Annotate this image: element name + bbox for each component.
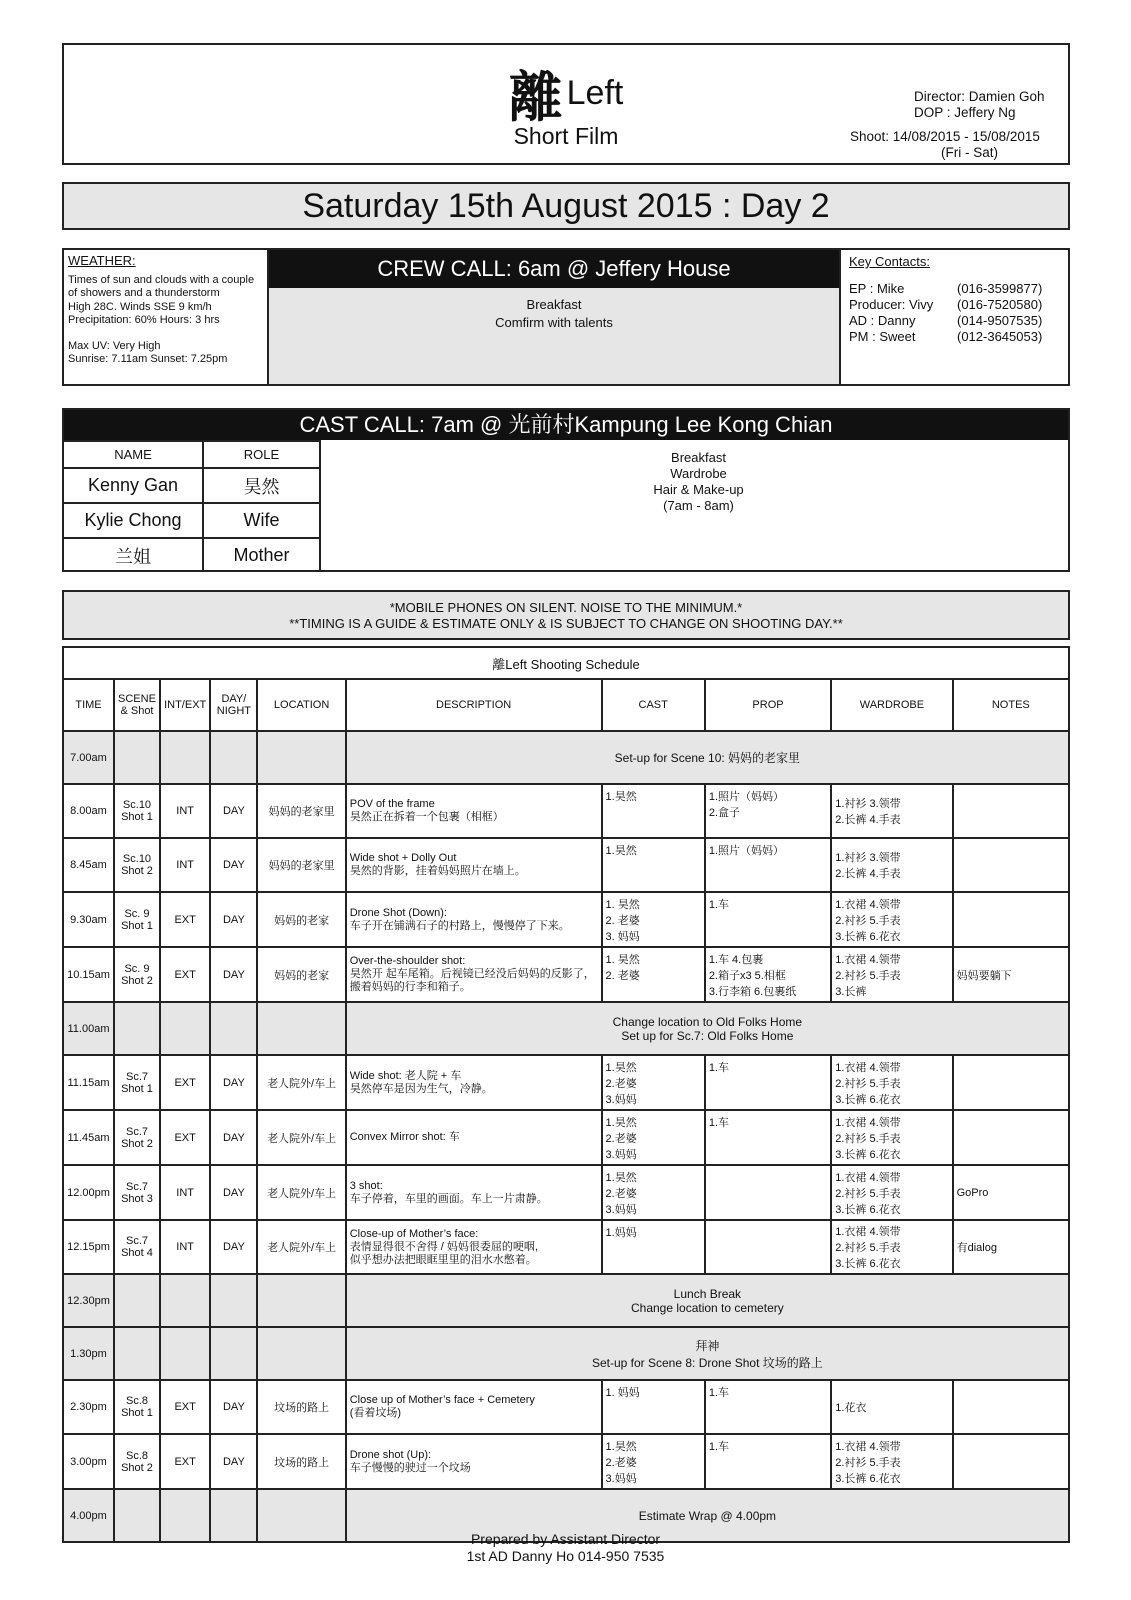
day-night-cell: DAY <box>210 1110 257 1165</box>
day-night-cell: DAY <box>210 784 257 838</box>
scene-shot-cell: Sc.7 Shot 3 <box>114 1165 160 1220</box>
schedule-caption: 離Left Shooting Schedule <box>63 647 1069 679</box>
contact-row <box>849 313 1060 329</box>
description-cell: 3 shot: 车子停着，车里的画面。车上一片肃静。 <box>346 1165 602 1220</box>
schedule-row <box>63 784 1069 838</box>
int-ext-cell: EXT <box>160 1055 210 1110</box>
description-cell: Close-up of Mother’s face: 表情显得很不舍得 / 妈妈很委屈的哽咽, 似乎想办法把眼眶里里的泪水水憋着。 <box>346 1220 602 1274</box>
description-cell: Over-the-shoulder shot: 昊然开 起车尾箱。后视镜已经没后妈妈的反影了， 搬着妈妈的行李和箱子。 <box>346 947 602 1002</box>
notice-line: *MOBILE PHONES ON SILENT. NOISE TO THE MINIMUM.* <box>389 600 743 615</box>
schedule-row <box>63 1380 1069 1434</box>
time-cell: 2.30pm <box>63 1380 114 1434</box>
int-ext-cell: INT <box>160 1220 210 1274</box>
cast-call-notes <box>329 450 1068 514</box>
description-cell: Convex Mirror shot: 车 <box>346 1110 602 1165</box>
location-cell: 坟场的路上 <box>257 1380 345 1434</box>
prop-cell <box>705 1165 831 1220</box>
int-ext-cell: INT <box>160 838 210 892</box>
cast-note: Wardrobe <box>670 466 727 481</box>
int-ext-cell: EXT <box>160 1110 210 1165</box>
cast-role: 昊然 <box>203 468 320 503</box>
location-cell: 老人院外/车上 <box>257 1055 345 1110</box>
prop-cell: 1.车 4.包裹 2.箱子x3 5.相框 3.行李箱 6.包裹纸 <box>705 947 831 1002</box>
schedule-row <box>63 1165 1069 1220</box>
shooting-schedule-table <box>62 646 1070 1543</box>
cast-cell: 1.昊然 <box>602 838 705 892</box>
contact-row <box>849 329 1060 345</box>
schedule-blank-cell <box>114 1002 160 1055</box>
film-title-chinese: 離 <box>508 66 563 129</box>
weather-line: Max UV: Very High <box>68 339 161 352</box>
crew-call-line: Comfirm with talents <box>495 315 613 330</box>
schedule-row <box>63 1002 1069 1055</box>
cast-cell: 1. 昊然 2. 老婆 <box>602 947 705 1002</box>
contact-row <box>849 281 1060 297</box>
day-night-cell: DAY <box>210 838 257 892</box>
notes-cell <box>953 1434 1069 1489</box>
dop-credit: DOP : Jeffery Ng <box>914 105 1016 120</box>
schedule-blank-cell <box>210 1002 257 1055</box>
time-cell: 8.00am <box>63 784 114 838</box>
key-contacts-title: Key Contacts: <box>849 254 930 269</box>
int-ext-cell: EXT <box>160 947 210 1002</box>
location-cell: 妈妈的老家 <box>257 947 345 1002</box>
schedule-blank-cell <box>160 731 210 784</box>
schedule-row <box>63 892 1069 947</box>
cast-note: Hair & Make-up <box>653 482 744 497</box>
location-cell: 老人院外/车上 <box>257 1220 345 1274</box>
weather-line: Precipitation: 60% Hours: 3 hrs <box>68 314 220 326</box>
prop-cell: 1.车 <box>705 1434 831 1489</box>
int-ext-cell: INT <box>160 1165 210 1220</box>
col-header-cast: CAST <box>602 679 705 731</box>
time-cell: 8.45am <box>63 838 114 892</box>
time-cell: 4.00pm <box>63 1489 114 1542</box>
contact-phone: (016-7520580) <box>957 297 1043 312</box>
cast-table <box>64 440 321 572</box>
scene-shot-cell: Sc.8 Shot 1 <box>114 1380 160 1434</box>
cast-role: Wife <box>203 503 320 538</box>
col-header-wardrobe: WARDROBE <box>831 679 952 731</box>
int-ext-cell: EXT <box>160 892 210 947</box>
crew-call-notes <box>269 288 839 384</box>
cast-cell: 1. 昊然 2. 老婆 3. 妈妈 <box>602 892 705 947</box>
int-ext-cell: EXT <box>160 1380 210 1434</box>
schedule-row <box>63 1220 1069 1274</box>
footer-ad-contact: 1st AD Danny Ho 014-950 7535 <box>466 1548 665 1564</box>
col-header-description: DESCRIPTION <box>346 679 602 731</box>
notes-cell <box>953 1110 1069 1165</box>
schedule-blank-cell <box>114 1327 160 1380</box>
contact-role: AD : Danny <box>849 313 916 328</box>
description-cell: Drone Shot (Down): 车子开在铺满石子的村路上，慢慢停了下来。 <box>346 892 602 947</box>
contact-role: EP : Mike <box>849 281 905 296</box>
notes-cell <box>953 784 1069 838</box>
cast-role-header: ROLE <box>203 441 320 468</box>
schedule-blank-cell <box>114 1274 160 1327</box>
location-cell: 妈妈的老家里 <box>257 838 345 892</box>
wardrobe-cell: 1.衣裙 4.领带 2.衬衫 5.手表 3.长裤 6.花衣 <box>831 1165 952 1220</box>
schedule-note-banner: Estimate Wrap @ 4.00pm <box>346 1489 1069 1542</box>
prop-cell: 1.照片（妈妈） 2.盒子 <box>705 784 831 838</box>
wardrobe-cell: 1.衣裙 4.领带 2.衬衫 5.手表 3.长裤 6.花衣 <box>831 892 952 947</box>
cast-note: Breakfast <box>671 450 726 465</box>
wardrobe-cell: 1.衣裙 4.领带 2.衬衫 5.手表 3.长裤 6.花衣 <box>831 1434 952 1489</box>
scene-shot-cell: Sc.10 Shot 2 <box>114 838 160 892</box>
scene-shot-cell: Sc.7 Shot 1 <box>114 1055 160 1110</box>
cast-name-header: NAME <box>64 441 203 468</box>
info-box <box>62 248 1070 386</box>
schedule-blank-cell <box>210 731 257 784</box>
schedule-blank-cell <box>257 1327 345 1380</box>
time-cell: 1.30pm <box>63 1327 114 1380</box>
time-cell: 11.00am <box>63 1002 114 1055</box>
col-header-daynight: DAY/ NIGHT <box>210 679 257 731</box>
weather-line: of showers and a thunderstorm <box>68 287 220 299</box>
col-header-prop: PROP <box>705 679 831 731</box>
time-cell: 12.30pm <box>63 1274 114 1327</box>
col-header-intext: INT/EXT <box>160 679 210 731</box>
schedule-blank-cell <box>257 731 345 784</box>
day-night-cell: DAY <box>210 1055 257 1110</box>
day-title: Saturday 15th August 2015 : Day 2 <box>62 182 1070 230</box>
time-cell: 11.45am <box>63 1110 114 1165</box>
scene-shot-cell: Sc.10 Shot 1 <box>114 784 160 838</box>
schedule-row <box>63 731 1069 784</box>
schedule-blank-cell <box>160 1002 210 1055</box>
cast-cell: 1.昊然 2.老婆 3.妈妈 <box>602 1055 705 1110</box>
notes-cell: 有dialog <box>953 1220 1069 1274</box>
schedule-note-banner: Set-up for Scene 10: 妈妈的老家里 <box>346 731 1069 784</box>
schedule-row <box>63 1055 1069 1110</box>
cast-name: 兰姐 <box>64 538 203 572</box>
wardrobe-cell: 1.衬衫 3.领带 2.长裤 4.手表 <box>831 838 952 892</box>
schedule-blank-cell <box>210 1327 257 1380</box>
weather-line: Sunrise: 7.11am Sunset: 7.25pm <box>68 353 228 365</box>
prop-cell: 1.车 <box>705 1380 831 1434</box>
contact-phone: (012-3645053) <box>957 329 1043 344</box>
contact-role: Producer: Vivy <box>849 297 934 312</box>
col-header-time: TIME <box>63 679 114 731</box>
schedule-note-banner: 拜神 Set-up for Scene 8: Drone Shot 坟场的路上 <box>346 1327 1069 1380</box>
footer-prepared-by: Prepared by Assistant Director <box>470 1531 661 1547</box>
day-night-cell: DAY <box>210 947 257 1002</box>
director-credit: Director: Damien Goh <box>914 89 1045 104</box>
film-subtitle: Short Film <box>513 123 619 149</box>
weather-line: Times of sun and clouds with a couple <box>68 273 255 286</box>
contact-phone: (016-3599877) <box>957 281 1043 296</box>
int-ext-cell: EXT <box>160 1434 210 1489</box>
wardrobe-cell: 1.衣裙 4.领带 2.衬衫 5.手表 3.长裤 6.花衣 <box>831 1055 952 1110</box>
notes-cell: 妈妈要躺下 <box>953 947 1069 1002</box>
weather-panel <box>64 250 269 384</box>
col-header-scene: SCENE & Shot <box>114 679 160 731</box>
scene-shot-cell: Sc.7 Shot 4 <box>114 1220 160 1274</box>
cast-name: Kylie Chong <box>64 503 203 538</box>
schedule-note-banner: Change location to Old Folks Home Set up for Sc.7: Old Folks Home <box>346 1002 1069 1055</box>
scene-shot-cell: Sc. 9 Shot 2 <box>114 947 160 1002</box>
schedule-row <box>63 1274 1069 1327</box>
day-night-cell: DAY <box>210 892 257 947</box>
cast-cell: 1.昊然 2.老婆 3.妈妈 <box>602 1165 705 1220</box>
schedule-header-row <box>63 679 1069 731</box>
key-contacts-panel <box>841 250 1068 384</box>
description-cell: Close up of Mother’s face + Cemetery (看着坟场) <box>346 1380 602 1434</box>
crew-call-title: CREW CALL: 6am @ Jeffery House <box>269 250 839 288</box>
cast-cell: 1.妈妈 <box>602 1220 705 1274</box>
schedule-note-banner: Lunch Break Change location to cemetery <box>346 1274 1069 1327</box>
notice-line: **TIMING IS A GUIDE & ESTIMATE ONLY & IS SUBJECT TO CHANGE ON SHOOTING DAY.** <box>289 616 843 631</box>
footer <box>0 1531 1131 1565</box>
day-night-cell: DAY <box>210 1380 257 1434</box>
prop-cell: 1.车 <box>705 892 831 947</box>
prop-cell: 1.照片（妈妈） <box>705 838 831 892</box>
scene-shot-cell: Sc. 9 Shot 1 <box>114 892 160 947</box>
prop-cell: 1.车 <box>705 1055 831 1110</box>
contact-row <box>849 297 1060 313</box>
cast-name: Kenny Gan <box>64 468 203 503</box>
weather-line: High 28C. Winds SSE 9 km/h <box>68 300 212 313</box>
day-night-cell: DAY <box>210 1165 257 1220</box>
description-cell: Wide shot + Dolly Out 昊然的背影，挂着妈妈照片在墙上。 <box>346 838 602 892</box>
wardrobe-cell: 1.衣裙 4.领带 2.衬衫 5.手表 3.长裤 <box>831 947 952 1002</box>
description-cell: Drone shot (Up): 车子慢慢的驶过一个坟场 <box>346 1434 602 1489</box>
weather-title: WEATHER: <box>68 253 136 268</box>
time-cell: 3.00pm <box>63 1434 114 1489</box>
schedule-blank-cell <box>257 1002 345 1055</box>
wardrobe-cell: 1.衬衫 3.领带 2.长裤 4.手表 <box>831 784 952 838</box>
location-cell: 妈妈的老家里 <box>257 784 345 838</box>
set-notice <box>62 590 1070 640</box>
time-cell: 9.30am <box>63 892 114 947</box>
notes-cell <box>953 892 1069 947</box>
location-cell: 妈妈的老家 <box>257 892 345 947</box>
scene-shot-cell: Sc.7 Shot 2 <box>114 1110 160 1165</box>
schedule-blank-cell <box>210 1274 257 1327</box>
location-cell: 老人院外/车上 <box>257 1110 345 1165</box>
wardrobe-cell: 1.花衣 <box>831 1380 952 1434</box>
cast-cell: 1.昊然 <box>602 784 705 838</box>
cast-call-panel <box>62 408 1070 572</box>
schedule-blank-cell <box>257 1274 345 1327</box>
film-title-english: Left <box>566 74 624 112</box>
cast-cell: 1.昊然 2.老婆 3.妈妈 <box>602 1110 705 1165</box>
cast-call-title: CAST CALL: 7am @ 光前村Kampung Lee Kong Chian <box>64 410 1068 440</box>
notes-cell <box>953 1055 1069 1110</box>
crew-call-panel <box>269 250 841 384</box>
col-header-notes: NOTES <box>953 679 1069 731</box>
schedule-row <box>63 947 1069 1002</box>
time-cell: 12.00pm <box>63 1165 114 1220</box>
contact-role: PM : Sweet <box>849 329 916 344</box>
notes-cell <box>953 1380 1069 1434</box>
scene-shot-cell: Sc.8 Shot 2 <box>114 1434 160 1489</box>
wardrobe-cell: 1.衣裙 4.领带 2.衬衫 5.手表 3.长裤 6.花衣 <box>831 1110 952 1165</box>
schedule-row <box>63 838 1069 892</box>
location-cell: 坟场的路上 <box>257 1434 345 1489</box>
location-cell: 老人院外/车上 <box>257 1165 345 1220</box>
time-cell: 10.15am <box>63 947 114 1002</box>
prop-cell <box>705 1220 831 1274</box>
schedule-row <box>63 1327 1069 1380</box>
time-cell: 11.15am <box>63 1055 114 1110</box>
description-cell: Wide shot: 老人院 + 车 昊然停车是因为生气，冷静。 <box>346 1055 602 1110</box>
cast-cell: 1. 妈妈 <box>602 1380 705 1434</box>
schedule-blank-cell <box>160 1274 210 1327</box>
description-cell: POV of the frame 昊然正在拆着一个包裹（相框） <box>346 784 602 838</box>
cast-cell: 1.昊然 2.老婆 3.妈妈 <box>602 1434 705 1489</box>
cast-role: Mother <box>203 538 320 572</box>
cast-note: (7am - 8am) <box>663 498 734 513</box>
time-cell: 12.15pm <box>63 1220 114 1274</box>
col-header-location: LOCATION <box>257 679 345 731</box>
shoot-dates: Shoot: 14/08/2015 - 15/08/2015 <box>850 129 1040 144</box>
shoot-days: (Fri - Sat) <box>941 145 998 160</box>
film-header <box>62 43 1070 165</box>
schedule-row <box>63 1110 1069 1165</box>
notes-cell: GoPro <box>953 1165 1069 1220</box>
day-night-cell: DAY <box>210 1220 257 1274</box>
prop-cell: 1.车 <box>705 1110 831 1165</box>
contact-phone: (014-9507535) <box>957 313 1043 328</box>
notes-cell <box>953 838 1069 892</box>
schedule-blank-cell <box>114 731 160 784</box>
schedule-blank-cell <box>160 1327 210 1380</box>
schedule-row <box>63 1434 1069 1489</box>
time-cell: 7.00am <box>63 731 114 784</box>
crew-call-line: Breakfast <box>526 297 582 312</box>
wardrobe-cell: 1.衣裙 4.领带 2.衬衫 5.手表 3.长裤 6.花衣 <box>831 1220 952 1274</box>
day-night-cell: DAY <box>210 1434 257 1489</box>
int-ext-cell: INT <box>160 784 210 838</box>
